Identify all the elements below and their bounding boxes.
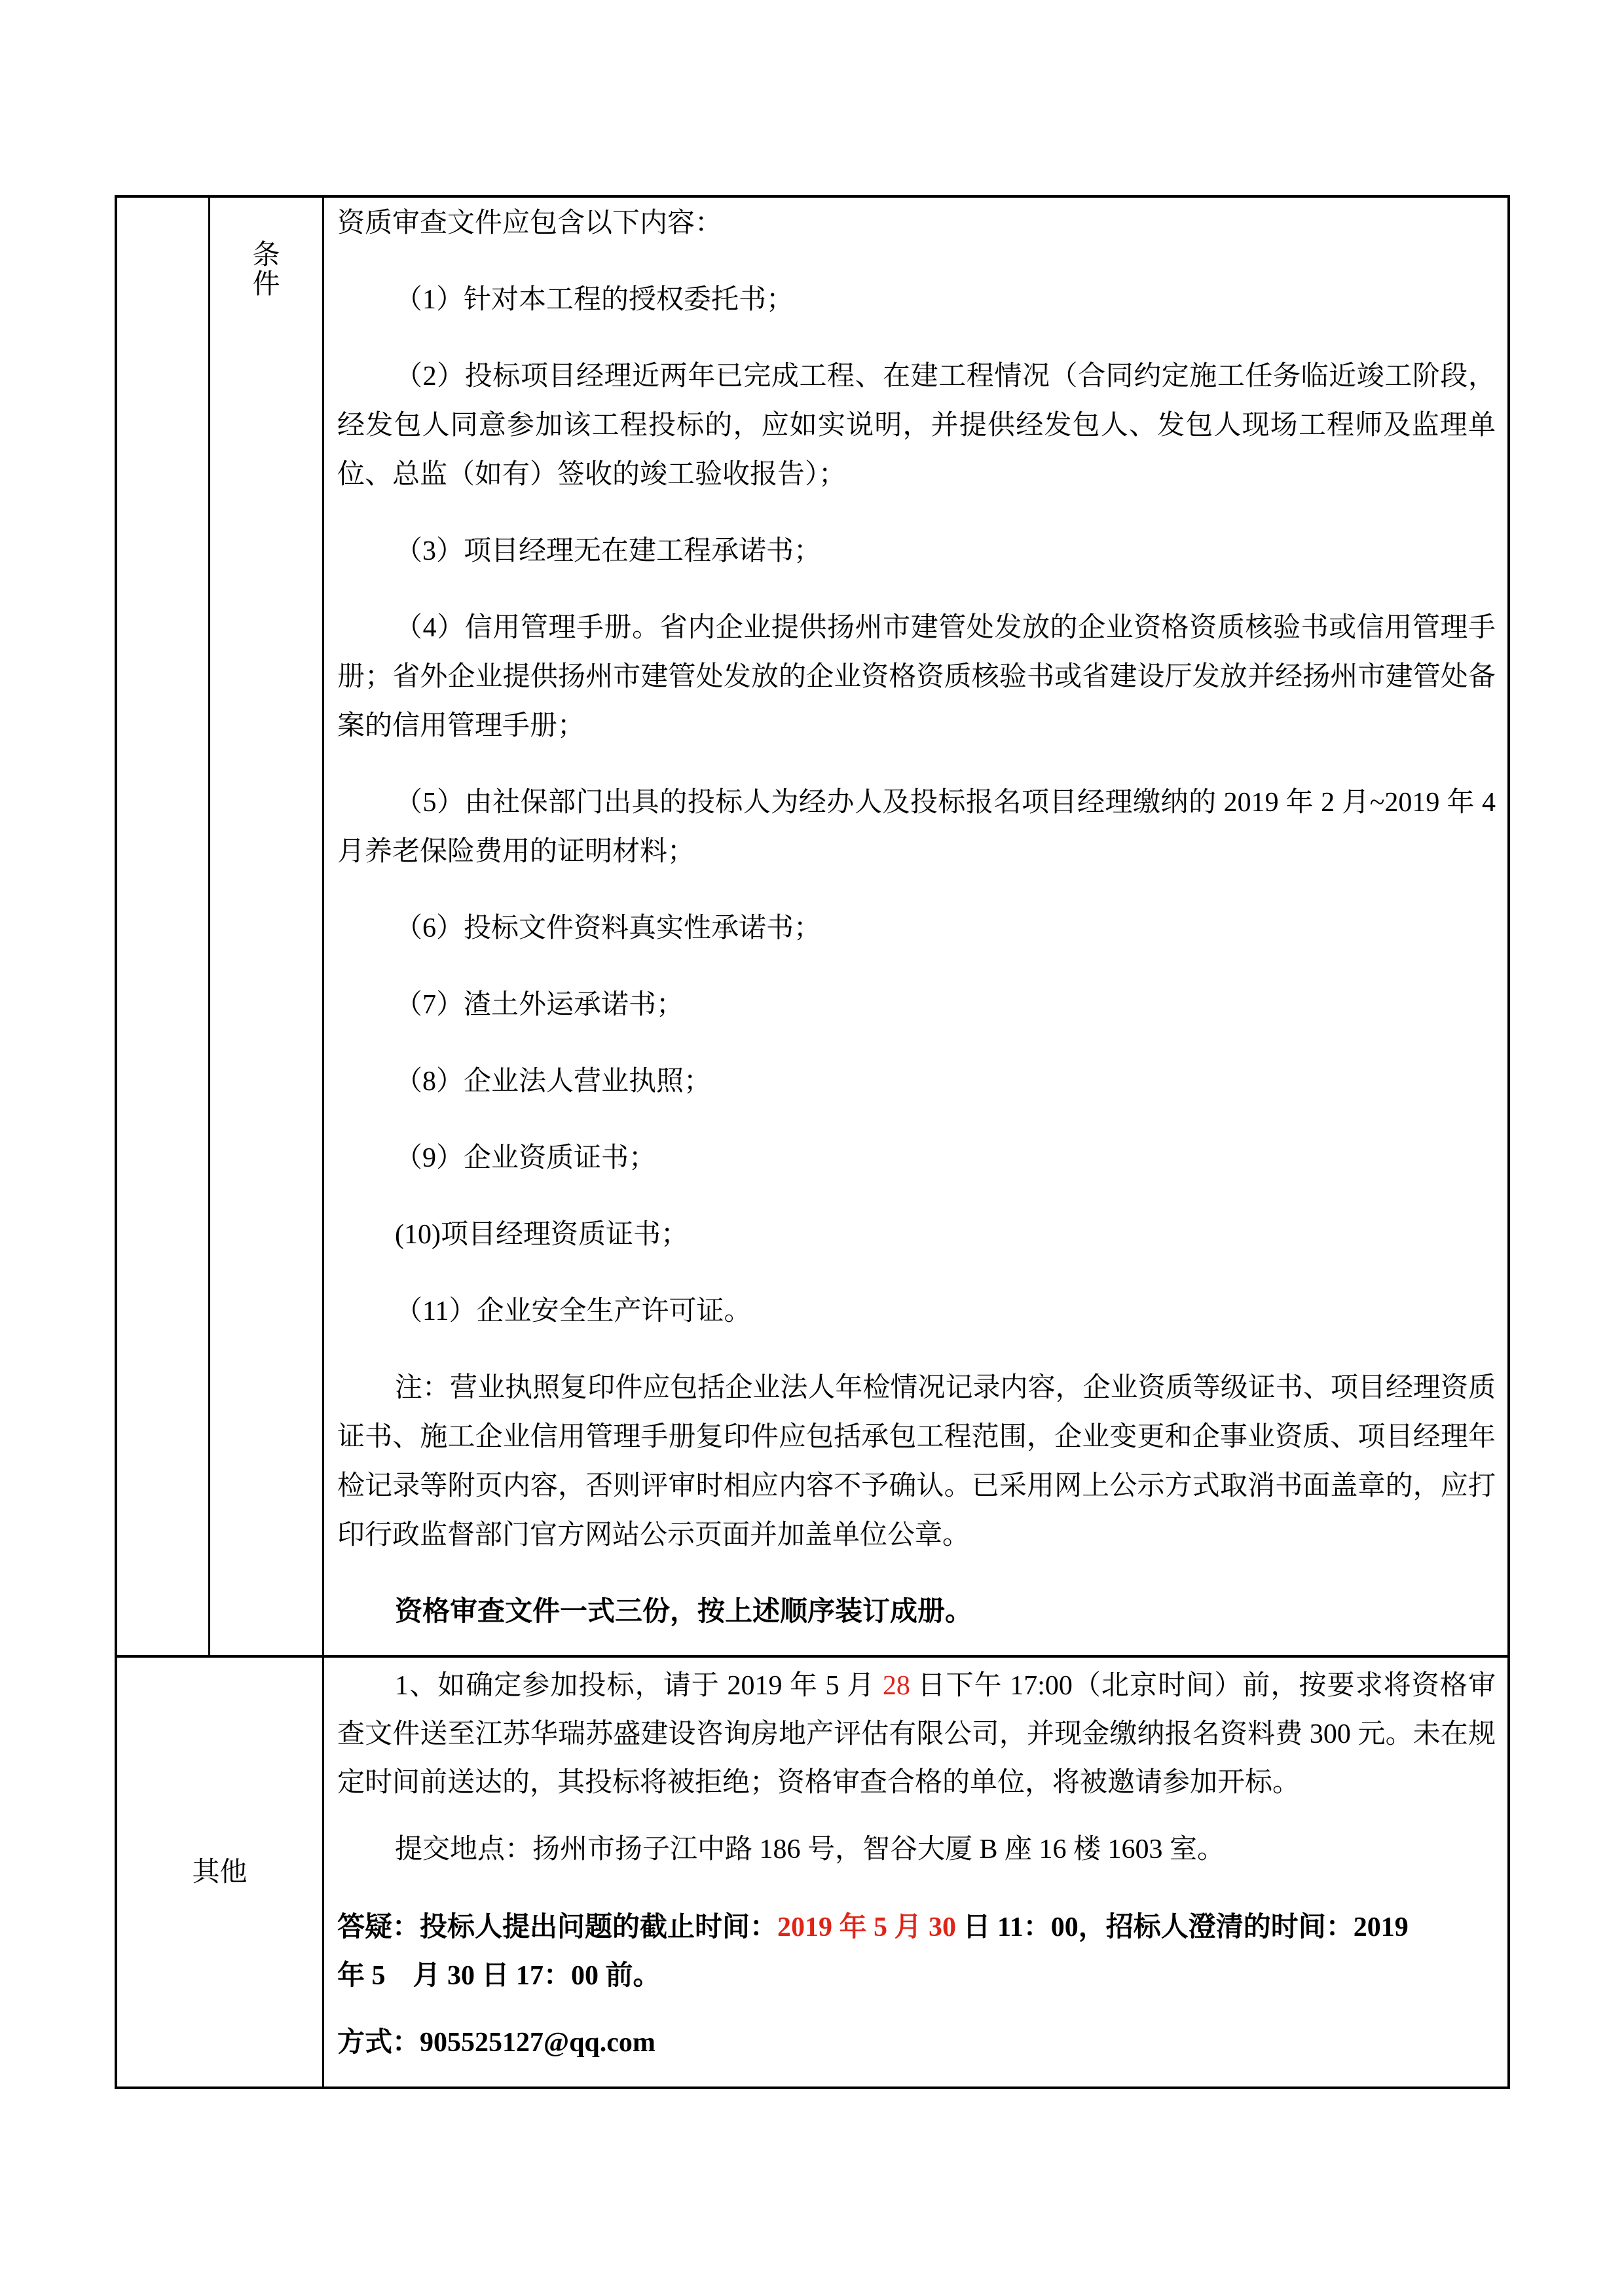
paragraph-qa-times [337, 1903, 1496, 2000]
paragraph-item-3: （3）项目经理无在建工程承诺书； [395, 536, 822, 566]
deadline-text-before: 1、如确定参加投标，请于 2019 年 5 月 [395, 1671, 883, 1701]
highlighted-date: 28 [882, 1671, 910, 1701]
paragraph-contact-email: 方式：905525127@qq.com [337, 2028, 655, 2058]
condition-content-cell [324, 198, 1507, 1655]
row-label-condition: 条件 [252, 240, 280, 300]
qualification-table [115, 195, 1510, 2089]
highlighted-qa-date: 2019 年 5 月 30 [777, 1912, 957, 1942]
other-label-cell [117, 1658, 324, 2086]
row-label-other: 其他 [192, 1857, 248, 1887]
paragraph-item-1: （1）针对本工程的授权委托书； [395, 285, 794, 315]
paragraph-binding-instruction: 资格审查文件一式三份，按上述顺序装订成册。 [395, 1597, 973, 1627]
other-content-cell [324, 1658, 1507, 2086]
deadline-text-after: 日下午 17:00（北京时间）前，按要求将资格审查文件送至江苏华瑞苏盛建设咨询房地产评估有限公司，并现金缴纳报名资料费 300 元。未在规定时间前送达的，其投标将被拒绝；资格审查合格的单位，将被邀请参加开标。 [337, 1671, 1496, 1798]
paragraph-item-5: （5）由社保部门出具的投标人为经办人及投标报名项目经理缴纳的 2019 年 2 月~2019 年 4 月养老保险费用的证明材料； [337, 788, 1496, 867]
qa-text-before: 答疑：投标人提出问题的截止时间： [337, 1912, 778, 1942]
paragraph-intro: 资质审查文件应包含以下内容： [337, 208, 723, 238]
condition-label-cell [210, 198, 324, 1655]
paragraph-submission-deadline [337, 1662, 1496, 1807]
qa-text-line2: 年 5 月 30 日 17：00 前。 [337, 1961, 661, 1991]
paragraph-submission-address: 提交地点：扬州市扬子江中路 186 号，智谷大厦 B 座 16 楼 1603 室。 [395, 1834, 1225, 1865]
paragraph-item-8: （8）企业法人营业执照； [395, 1066, 712, 1097]
paragraph-item-2: （2）投标项目经理近两年已完成工程、在建工程情况（合同约定施工任务临近竣工阶段，经发包人同意参加该工程投标的，应如实说明，并提供经发包人、发包人现场工程师及监理单位、总监（如有）签收的竣工验收报告）； [337, 361, 1496, 490]
paragraph-note: 注：营业执照复印件应包括企业法人年检情况记录内容，企业资质等级证书、项目经理资质证书、施工企业信用管理手册复印件应包括承包工程范围，企业变更和企事业资质、项目经理年检记录等附页内容，否则评审时相应内容不予确认。已采用网上公示方式取消书面盖章的，应打印行政监督部门官方网站公示页面并加盖单位公章。 [337, 1373, 1496, 1550]
paragraph-item-10: (10)项目经理资质证书； [395, 1220, 688, 1250]
paragraph-item-9: （9）企业资质证书； [395, 1143, 657, 1173]
paragraph-item-7: （7）渣土外运承诺书； [395, 990, 684, 1020]
paragraph-item-6: （6）投标文件资料真实性承诺书； [395, 913, 822, 943]
empty-cell [117, 198, 210, 1655]
table-row-condition [117, 198, 1507, 1658]
paragraph-item-11: （11）企业安全生产许可证。 [395, 1296, 752, 1326]
paragraph-item-4: （4）信用管理手册。省内企业提供扬州市建管处发放的企业资格资质核验书或信用管理手册；省外企业提供扬州市建管处发放的企业资格资质核验书或省建设厅发放并经扬州市建管处备案的信用管理手册； [337, 613, 1496, 741]
qa-text-mid: 日 11：00，招标人澄清的时间：2019 [956, 1912, 1409, 1942]
table-row-other [117, 1658, 1507, 2086]
